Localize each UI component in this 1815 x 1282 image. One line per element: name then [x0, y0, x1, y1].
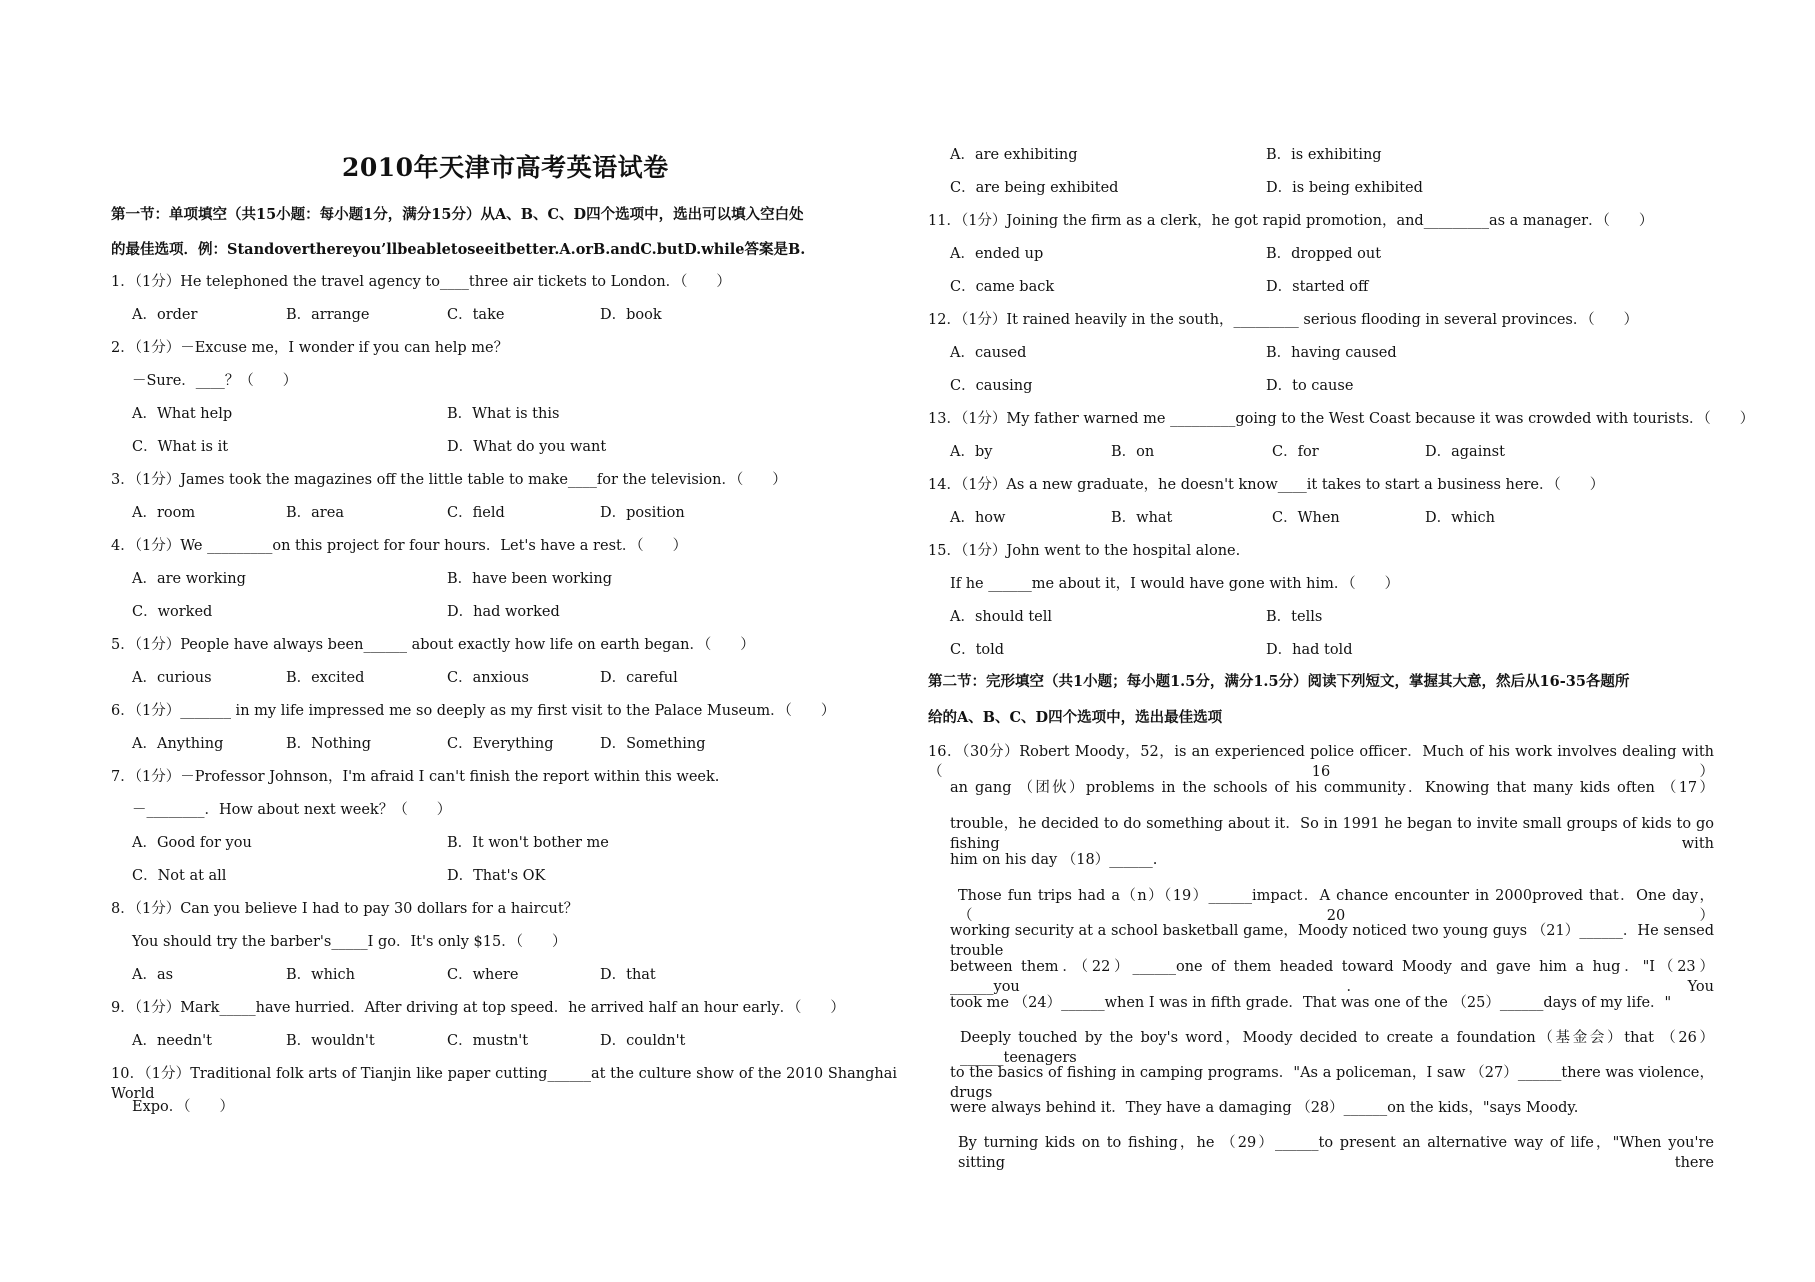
passage-line: between them．（22）______one of them headed toward Moody and gave him a hug．"I（23）______you．You	[950, 959, 1714, 995]
answer-option: B．is exhibiting	[1266, 147, 1382, 163]
answer-option: A．What help	[132, 406, 233, 422]
section2-intro: 给的A、B、C、D四个选项中，选出最佳选项	[928, 709, 1223, 726]
passage-line: to the basics of fishing in camping programs．"As a policeman，I saw （27）______there was violence，drugs	[950, 1065, 1714, 1101]
answer-option: A．are working	[132, 571, 246, 587]
passage-line: working security at a school basketball game，Moody noticed two young guys （21）______．He sensed trouble	[950, 923, 1714, 959]
section1-intro: 第一节：单项填空（共15小题：每小题1分，满分15分）从A、B、C、D四个选项中，选出可以填入空白处	[111, 206, 804, 223]
passage-line: 16．（30分）Robert Moody，52，is an experienced police officer．Much of his work involves dealing with （16）	[928, 744, 1714, 780]
answer-option: B．excited	[286, 670, 365, 686]
answer-option: C．mustn't	[447, 1033, 529, 1049]
answer-option: A．room	[132, 505, 196, 521]
passage-line: Deeply touched by the boy's word，Moody decided to create a foundation（基金会）that （26）______teenagers	[960, 1030, 1714, 1066]
answer-option: A．by	[950, 444, 993, 460]
answer-option: D．against	[1425, 444, 1505, 460]
answer-option: D．That's OK	[447, 868, 546, 884]
answer-option: D．had worked	[447, 604, 560, 620]
question-stem: You should try the barber's_____I go．It's only $15．（ ）	[132, 934, 567, 950]
answer-option: C．where	[447, 967, 519, 983]
answer-option: C．What is it	[132, 439, 229, 455]
question-stem: 6．（1分）_______ in my life impressed me so deeply as my first visit to the Palace Museum．（ ）	[111, 703, 836, 719]
section1-intro: 的最佳选项．例：Standoverthereyou’llbeabletoseeitbetter.A.orB.andC.butD.while答案是B.	[111, 241, 806, 258]
answer-option: D．which	[1425, 510, 1495, 526]
answer-option: A．order	[132, 307, 198, 323]
answer-option: B．which	[286, 967, 356, 983]
answer-option: C．are being exhibited	[950, 180, 1119, 196]
answer-option: A．Anything	[132, 736, 224, 752]
answer-option: A．should tell	[950, 609, 1053, 625]
answer-option: D．careful	[600, 670, 678, 686]
answer-option: C．for	[1272, 444, 1319, 460]
answer-option: A．needn't	[132, 1033, 212, 1049]
answer-option: B．on	[1111, 444, 1155, 460]
answer-option: D．Something	[600, 736, 706, 752]
answer-option: A．are exhibiting	[950, 147, 1078, 163]
page-title: 2010年天津市高考英语试卷	[342, 153, 669, 182]
answer-option: C．causing	[950, 378, 1033, 394]
question-stem: 3．（1分）James took the magazines off the little table to make____for the television．（ ）	[111, 472, 787, 488]
answer-option: C．anxious	[447, 670, 529, 686]
answer-option: D．had told	[1266, 642, 1353, 658]
answer-option: A．Good for you	[132, 835, 252, 851]
question-stem: －Sure．____？（ ）	[132, 373, 298, 389]
question-stem: 9．（1分）Mark_____have hurried．After driving at top speed．he arrived half an hour early．（ ）	[111, 1000, 845, 1016]
question-stem: 5．（1分）People have always been______ about exactly how life on earth began．（ ）	[111, 637, 755, 653]
question-stem: 11．（1分）Joining the firm as a clerk，he got rapid promotion，and_________as a manager．（ ）	[928, 213, 1654, 229]
question-stem: Expo．（ ）	[132, 1099, 235, 1115]
question-stem: 13．（1分）My father warned me _________going to the West Coast because it was crowded with tourists．（ ）	[928, 411, 1755, 427]
answer-option: C．When	[1272, 510, 1340, 526]
answer-option: A．curious	[132, 670, 212, 686]
answer-option: D．couldn't	[600, 1033, 686, 1049]
answer-option: A．as	[132, 967, 174, 983]
answer-option: C．Not at all	[132, 868, 227, 884]
question-stem: 10．（1分）Traditional folk arts of Tianjin like paper cutting______at the culture show of the 2010 Shanghai World	[111, 1066, 897, 1102]
passage-line: him on his day （18）______.	[950, 852, 1158, 868]
section2-intro: 第二节：完形填空（共1小题；每小题1.5分，满分1.5分）阅读下列短文，掌握其大意，然后从16-35各题所	[928, 673, 1630, 690]
answer-option: C．Everything	[447, 736, 554, 752]
answer-option: C．worked	[132, 604, 213, 620]
answer-option: B．tells	[1266, 609, 1323, 625]
question-stem: 2．（1分）－Excuse me，I wonder if you can help me？	[111, 340, 509, 356]
answer-option: D．is being exhibited	[1266, 180, 1423, 196]
question-stem: 12．（1分）It rained heavily in the south，_________ serious flooding in several provinces．（ ）	[928, 312, 1639, 328]
answer-option: D．started off	[1266, 279, 1369, 295]
answer-option: D．that	[600, 967, 656, 983]
answer-option: D．to cause	[1266, 378, 1354, 394]
answer-option: D．book	[600, 307, 662, 323]
answer-option: A．caused	[950, 345, 1027, 361]
question-stem: 4．（1分）We _________on this project for four hours．Let's have a rest．（ ）	[111, 538, 688, 554]
answer-option: B．having caused	[1266, 345, 1397, 361]
answer-option: D．position	[600, 505, 685, 521]
answer-option: B．What is this	[447, 406, 560, 422]
answer-option: B．Nothing	[286, 736, 371, 752]
passage-line: were always behind it．They have a damaging （28）______on the kids，"says Moody.	[950, 1100, 1579, 1116]
passage-line: Those fun trips had a（n）（19）______impact．A chance encounter in 2000proved that．One day，（20）	[958, 888, 1714, 924]
question-stem: If he ______me about it，I would have gone with him．（ ）	[950, 576, 1400, 592]
answer-option: A．how	[950, 510, 1006, 526]
answer-option: B．arrange	[286, 307, 370, 323]
answer-option: C．came back	[950, 279, 1055, 295]
answer-option: B．dropped out	[1266, 246, 1382, 262]
answer-option: B．what	[1111, 510, 1173, 526]
question-stem: 7．（1分）－Professor Johnson，I'm afraid I can't finish the report within this week.	[111, 769, 720, 785]
answer-option: B．wouldn't	[286, 1033, 375, 1049]
passage-line: trouble，he decided to do something about it．So in 1991 he began to invite small groups of kids to go fishing with	[950, 816, 1714, 852]
question-stem: 1．（1分）He telephoned the travel agency to____three air tickets to London．（ ）	[111, 274, 731, 290]
question-stem: －________．How about next week？（ ）	[132, 802, 452, 818]
question-stem: 15．（1分）John went to the hospital alone.	[928, 543, 1241, 559]
answer-option: D．What do you want	[447, 439, 607, 455]
passage-line: took me （24）______when I was in fifth grade．That was one of the （25）______days of my life．"	[950, 995, 1672, 1011]
answer-option: C．take	[447, 307, 505, 323]
answer-option: B．have been working	[447, 571, 613, 587]
question-stem: 14．（1分）As a new graduate，he doesn't know____it takes to start a business here．（ ）	[928, 477, 1605, 493]
question-stem: 8．（1分）Can you believe I had to pay 30 dollars for a haircut？	[111, 901, 579, 917]
passage-line: an gang （团伙）problems in the schools of his community．Knowing that many kids often （17）	[950, 780, 1714, 796]
answer-option: B．area	[286, 505, 344, 521]
answer-option: B．It won't bother me	[447, 835, 609, 851]
answer-option: A．ended up	[950, 246, 1044, 262]
answer-option: C．told	[950, 642, 1005, 658]
passage-line: By turning kids on to fishing，he （29）______to present an alternative way of life，"When you're sitting there	[958, 1135, 1714, 1171]
answer-option: C．field	[447, 505, 505, 521]
